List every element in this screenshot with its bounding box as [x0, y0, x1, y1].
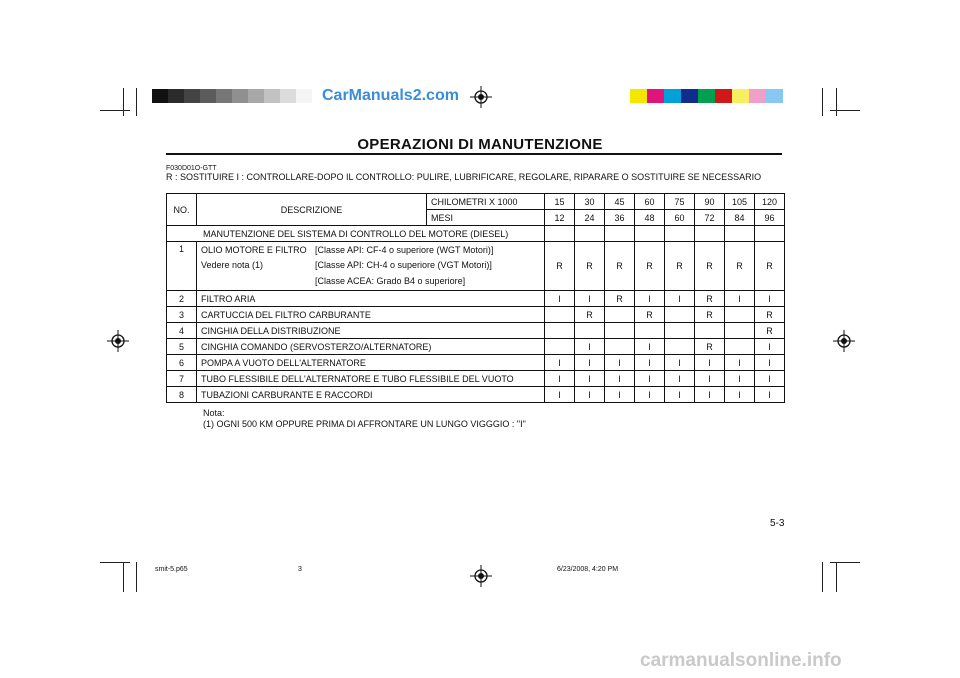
schedule-cell: R — [635, 242, 665, 291]
km-cell: 45 — [605, 194, 635, 210]
schedule-cell: R — [605, 291, 635, 307]
schedule-cell: R — [695, 291, 725, 307]
month-cell: 84 — [725, 210, 755, 226]
schedule-cell — [635, 323, 665, 339]
schedule-cell: I — [545, 291, 575, 307]
title-divider — [166, 153, 782, 155]
km-cell: 30 — [575, 194, 605, 210]
swatch — [732, 89, 749, 103]
row-number: 5 — [167, 339, 197, 355]
schedule-cell: I — [605, 371, 635, 387]
table-row — [167, 323, 785, 339]
table-row — [167, 387, 785, 403]
note-heading: Nota: — [203, 408, 225, 418]
swatch — [749, 89, 766, 103]
schedule-cell: I — [755, 339, 785, 355]
schedule-cell: I — [695, 371, 725, 387]
row-number: 1 — [167, 242, 197, 291]
month-cell: 24 — [575, 210, 605, 226]
schedule-cell: I — [635, 339, 665, 355]
month-cell: 12 — [545, 210, 575, 226]
row-description: CINGHIA COMANDO (SERVOSTERZO/ALTERNATORE) — [197, 339, 545, 355]
schedule-cell: R — [575, 307, 605, 323]
km-cell: 120 — [755, 194, 785, 210]
schedule-cell: I — [695, 387, 725, 403]
swatch — [152, 89, 168, 103]
months-label: MESI — [427, 210, 545, 226]
schedule-cell: I — [635, 355, 665, 371]
schedule-cell — [545, 339, 575, 355]
schedule-cell: I — [665, 371, 695, 387]
item1-note-ref: Vedere nota (1) — [201, 260, 264, 271]
description-header: DESCRIZIONE — [197, 194, 427, 226]
schedule-cell — [545, 323, 575, 339]
swatch — [184, 89, 200, 103]
schedule-cell: I — [575, 371, 605, 387]
month-cell: 72 — [695, 210, 725, 226]
schedule-cell — [605, 307, 635, 323]
schedule-cell: I — [575, 291, 605, 307]
schedule-cell: I — [755, 355, 785, 371]
table-row — [167, 355, 785, 371]
table-row — [167, 339, 785, 355]
schedule-cell: I — [725, 387, 755, 403]
maintenance-table — [166, 193, 785, 403]
row-number: 3 — [167, 307, 197, 323]
month-cell: 60 — [665, 210, 695, 226]
table-row — [167, 242, 785, 291]
km-cell: 15 — [545, 194, 575, 210]
footer-filename: smit-5.p65 — [155, 566, 188, 573]
schedule-cell: I — [575, 355, 605, 371]
schedule-cell — [725, 307, 755, 323]
swatch — [664, 89, 681, 103]
legend-text: R : SOSTITUIRE I : CONTROLLARE-DOPO IL CONTROLLO: PULIRE, LUBRIFICARE, REGOLARE, RIPARARE O SOSTITUIRE SE NECESSARIO — [166, 172, 762, 182]
row-description: CARTUCCIA DEL FILTRO CARBURANTE — [197, 307, 545, 323]
schedule-cell: I — [665, 291, 695, 307]
item1-spec1: [Classe API: CF-4 o superiore (WGT Motori)] — [315, 245, 494, 255]
schedule-cell: R — [605, 242, 635, 291]
swatch — [264, 89, 280, 103]
schedule-cell — [665, 323, 695, 339]
footer-date: 6/23/2008, 4:20 PM — [557, 566, 619, 573]
schedule-cell — [665, 307, 695, 323]
item1-spec2: [Classe API: CH-4 o superiore (VGT Motori)] — [315, 260, 492, 271]
swatch — [248, 89, 264, 103]
row-description: FILTRO ARIA — [197, 291, 545, 307]
schedule-cell: I — [635, 371, 665, 387]
schedule-cell: I — [605, 387, 635, 403]
row-number: 7 — [167, 371, 197, 387]
schedule-cell: R — [695, 242, 725, 291]
registration-mark-icon — [833, 330, 855, 352]
schedule-cell: R — [695, 307, 725, 323]
swatch — [232, 89, 248, 103]
note-text: (1) OGNI 500 KM OPPURE PRIMA DI AFFRONTARE UN LUNGO VIGGGIO : "I" — [203, 419, 526, 429]
swatch — [216, 89, 232, 103]
page-number: 5-3 — [770, 518, 785, 529]
schedule-cell: I — [575, 339, 605, 355]
schedule-cell: I — [725, 355, 755, 371]
section-code: F030D01O-GTT — [166, 165, 217, 172]
registration-mark-icon — [470, 565, 492, 587]
schedule-cell: I — [755, 291, 785, 307]
km-cell: 75 — [665, 194, 695, 210]
schedule-cell — [725, 323, 755, 339]
swatch — [783, 89, 800, 103]
item1-name: OLIO MOTORE E FILTRO — [201, 245, 307, 255]
row-number: 4 — [167, 323, 197, 339]
section-row — [167, 226, 785, 242]
row-description: CINGHIA DELLA DISTRIBUZIONE — [197, 323, 545, 339]
swatch — [630, 89, 647, 103]
registration-mark-icon — [470, 86, 492, 108]
footer-page: 3 — [298, 566, 302, 573]
swatch — [715, 89, 732, 103]
schedule-cell: R — [665, 242, 695, 291]
schedule-cell: R — [725, 242, 755, 291]
schedule-cell: I — [635, 387, 665, 403]
month-cell: 48 — [635, 210, 665, 226]
schedule-cell: I — [545, 371, 575, 387]
schedule-cell: I — [665, 355, 695, 371]
swatch — [647, 89, 664, 103]
schedule-cell: I — [605, 355, 635, 371]
row-number: 6 — [167, 355, 197, 371]
swatch — [168, 89, 184, 103]
schedule-cell: I — [695, 355, 725, 371]
row-number: 2 — [167, 291, 197, 307]
schedule-cell: I — [755, 387, 785, 403]
no-header: NO. — [167, 194, 197, 226]
schedule-cell — [665, 339, 695, 355]
schedule-cell — [605, 339, 635, 355]
schedule-cell: R — [695, 339, 725, 355]
grayscale-calibration-bar — [152, 89, 312, 103]
swatch — [766, 89, 783, 103]
watermark-top[interactable]: CarManuals2.com — [322, 87, 459, 104]
swatch — [681, 89, 698, 103]
item1-spec3: [Classe ACEA: Grado B4 o superiore] — [315, 275, 466, 286]
km-cell: 90 — [695, 194, 725, 210]
row-description: TUBO FLESSIBILE DELL'ALTERNATORE E TUBO FLESSIBILE DEL VUOTO — [197, 371, 545, 387]
schedule-cell — [695, 323, 725, 339]
swatch — [200, 89, 216, 103]
schedule-cell: I — [755, 371, 785, 387]
schedule-cell: R — [755, 307, 785, 323]
schedule-cell: I — [725, 371, 755, 387]
schedule-cell: I — [545, 387, 575, 403]
color-calibration-bar — [630, 89, 800, 103]
table-row — [167, 371, 785, 387]
schedule-cell: R — [755, 242, 785, 291]
schedule-cell: R — [545, 242, 575, 291]
month-cell: 36 — [605, 210, 635, 226]
schedule-cell: I — [635, 291, 665, 307]
swatch — [296, 89, 312, 103]
row-description: POMPA A VUOTO DELL'ALTERNATORE — [197, 355, 545, 371]
schedule-cell — [725, 339, 755, 355]
swatch — [280, 89, 296, 103]
schedule-cell — [605, 323, 635, 339]
schedule-cell: I — [575, 387, 605, 403]
schedule-cell: R — [575, 242, 605, 291]
item1-description — [197, 242, 545, 291]
section-title: MANUTENZIONE DEL SISTEMA DI CONTROLLO DEL MOTORE (DIESEL) — [167, 226, 545, 242]
row-description: TUBAZIONI CARBURANTE E RACCORDI — [197, 387, 545, 403]
footnote — [203, 408, 526, 430]
schedule-cell: R — [635, 307, 665, 323]
schedule-cell: R — [755, 323, 785, 339]
km-label: CHILOMETRI X 1000 — [427, 194, 545, 210]
watermark-bottom[interactable]: carmanualsonline.info — [640, 650, 842, 671]
schedule-cell: I — [665, 387, 695, 403]
km-cell: 60 — [635, 194, 665, 210]
registration-mark-icon — [107, 330, 129, 352]
table-row — [167, 291, 785, 307]
table-header-row — [167, 194, 785, 210]
month-cell: 96 — [755, 210, 785, 226]
table-row — [167, 307, 785, 323]
swatch — [698, 89, 715, 103]
schedule-cell: I — [725, 291, 755, 307]
page-title: OPERAZIONI DI MANUTENZIONE — [357, 136, 603, 153]
schedule-cell — [545, 307, 575, 323]
schedule-cell — [575, 323, 605, 339]
km-cell: 105 — [725, 194, 755, 210]
row-number: 8 — [167, 387, 197, 403]
schedule-cell: I — [545, 355, 575, 371]
